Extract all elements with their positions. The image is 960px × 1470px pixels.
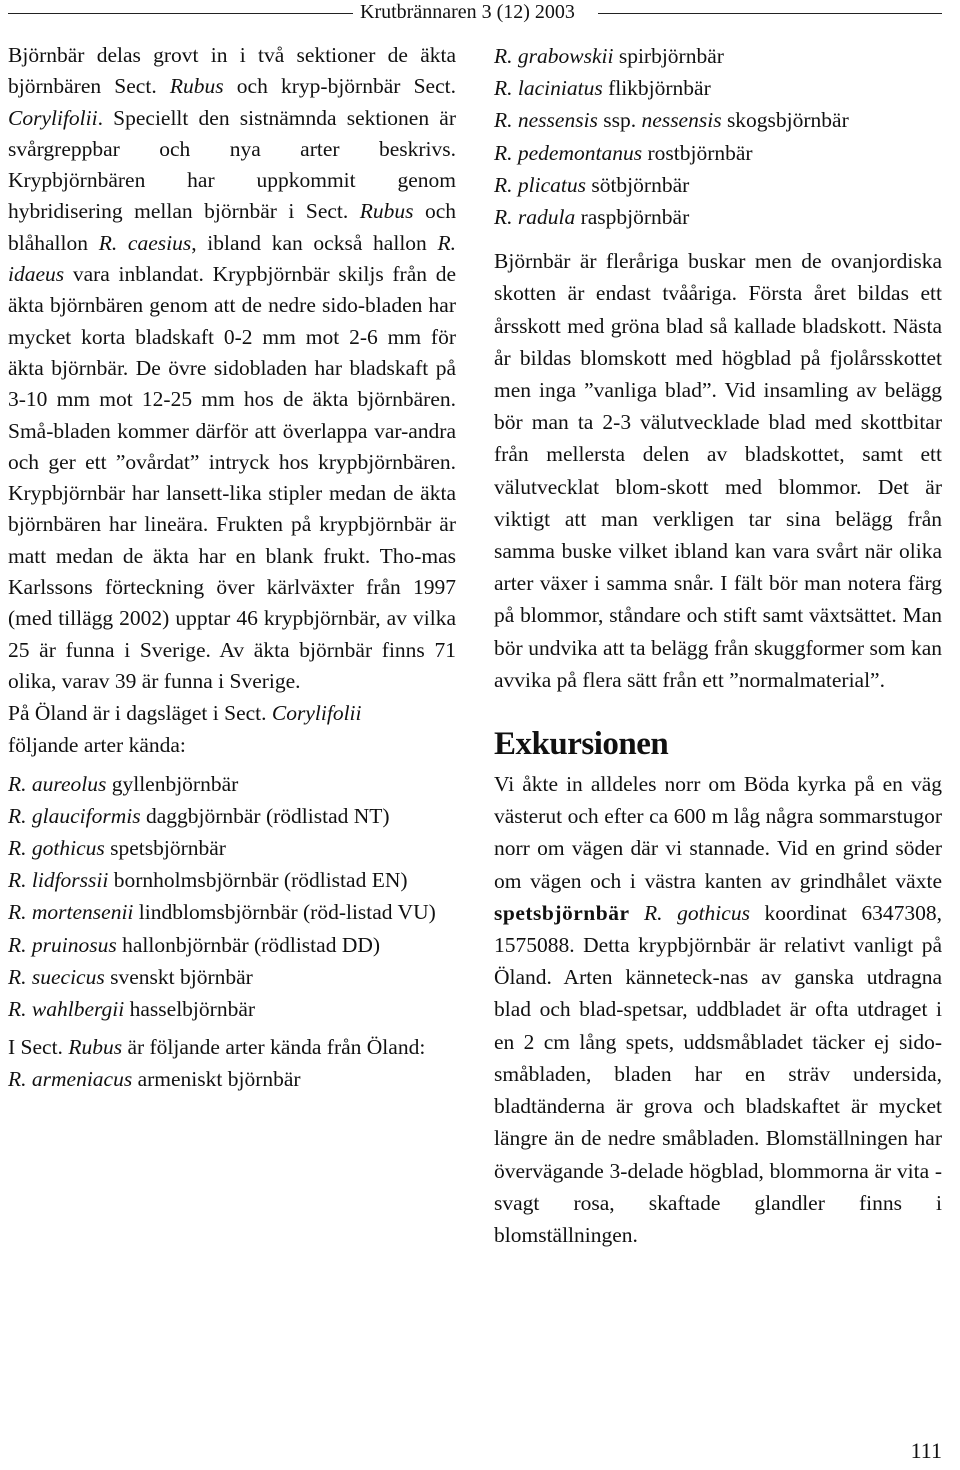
list-intro-text: I Sect. (8, 1035, 69, 1060)
intro-text: och blåhallon (8, 199, 457, 255)
intro-text: och kryp-björnbär Sect. (223, 74, 456, 99)
journal-title: Krutbrännaren 3 (12) 2003 (360, 1, 575, 23)
species-item (8, 929, 456, 961)
excursion-text: Vi åkte in alldeles norr om Böda kyrka på en väg västerut och efter ca 600 m låg några sommarstugor norr om vägen där vi stannade. Vid en grind söder om vägen och i västra kanten av grindhålet växte (494, 772, 942, 893)
rubus-intro (8, 1031, 456, 1063)
species-latin: R. aureolus (8, 771, 107, 796)
genus-name: Rubus (68, 1035, 123, 1060)
species-subspecies-marker: ssp. (597, 108, 642, 133)
species-item (8, 768, 456, 800)
species-latin: nessensis (641, 108, 722, 133)
corylifolii-species-list (8, 768, 456, 1026)
species-item (8, 961, 456, 993)
species-common: gyllenbjörnbär (106, 771, 239, 796)
species-item (494, 201, 942, 233)
species-name: R. idaeus (8, 230, 456, 287)
species-latin: R. nessensis (494, 108, 598, 133)
intro-text: , ibland kan också hallon (191, 230, 438, 255)
species-common-bold: spetsbjörnbär (494, 900, 630, 925)
species-item (494, 169, 942, 201)
species-latin: R. glauciformis (8, 803, 141, 828)
species-common: rostbjörnbär (642, 140, 753, 165)
species-latin: R. gothicus (644, 900, 750, 925)
species-item (8, 1063, 456, 1095)
species-item (8, 832, 456, 864)
header-rule-right (598, 13, 942, 14)
header-rule-left (8, 13, 353, 14)
species-item (494, 40, 942, 72)
right-column (494, 40, 942, 1251)
intro-text: Björnbär delas grovt in i två sektioner de äkta björnbären Sect. (8, 43, 456, 99)
species-latin: R. mortensenii (8, 900, 134, 925)
species-item (8, 864, 456, 896)
species-latin: R. laciniatus (494, 76, 603, 101)
species-latin: R. lidforssii (8, 868, 109, 893)
species-common: spirbjörnbär (613, 44, 724, 68)
page-number: 111 (910, 1438, 942, 1463)
species-item (8, 993, 456, 1025)
corylifolii-intro (8, 697, 456, 761)
excursion-text: koordinat 6347308, 1575088. Detta krypbjörnbär är relativt vanligt på Öland. Arten känneteck-nas av ganska utdragna blad och blad-spetsar, uddbladet är ofta utdraget i en 2 cm lång spets, uddsmåbladet täcker ej sido-småbladen, bladen har en sträv undersida, bladtänderna är grova och bladskaftet är mycket längre än de nedre småbladen. Blomställningen har övervägande 3-delade högblad, blommorna är vita - svagt rosa, skaftade glandler finns i blomställningen. (494, 900, 943, 1247)
rubus-species-list-start (8, 1063, 456, 1095)
species-item (494, 72, 942, 104)
species-common: flikbjörnbär (602, 76, 711, 101)
species-common: sötbjörnbär (585, 172, 690, 197)
list-intro-text: På Öland är i dagsläget i Sect. (8, 701, 272, 726)
species-item (494, 137, 942, 169)
left-column (8, 40, 456, 1096)
species-common: lindblomsbjörnbär (röd-listad VU) (133, 900, 436, 925)
species-common: skogsbjörnbär (721, 108, 849, 133)
list-intro-text: är följande arter kända från Öland: (122, 1035, 426, 1060)
species-latin: R. wahlbergii (8, 997, 125, 1022)
species-common: armeniskt björnbär (132, 1067, 301, 1092)
section-heading: Exkursionen (494, 726, 669, 763)
species-common: spetsbjörnbär (104, 836, 226, 861)
genus-name: Rubus (359, 199, 414, 224)
species-common: raspbjörnbär (575, 205, 690, 230)
species-latin: R. suecicus (8, 964, 105, 989)
intro-paragraph (8, 40, 456, 697)
excursion-text (630, 901, 645, 925)
species-item (8, 896, 456, 928)
genus-name: Corylifolii (8, 105, 98, 130)
species-common: daggbjörnbär (rödlistad NT) (140, 803, 390, 828)
species-item (8, 800, 456, 832)
intro-text: vara inblandat. Krypbjörnbär skiljs från de äkta björnbären genom att de nedre sido-bladen har mycket korta bladskaft 0-2 mm mot 2-6 mm för äkta björnbär. De övre sidobladen har bladskaft på 3-10 mm mot 12-25 mm hos de äkta björnbären. Små-bladen kommer därför att överlappa var-andra och ger ett ”ovårdat” intryck hos krypbjörnbären. Krypbjörnbär har lansett-lika stipler medan de äkta björnbären har lineära. Frukten på krypbjörnbär är matt medan de äkta har en blank frukt. Tho-mas Karlssons förteckning över kärlväxter från 1997 (med tillägg 2002) upptar 46 krypbjörnbär, av vilka 25 är funna i Sverige. Av äkta björnbär finns 71 olika, varav 39 är funna i Sverige. (8, 262, 456, 693)
genus-name: Corylifolii (271, 701, 362, 726)
species-latin: R. plicatus (494, 172, 586, 197)
species-latin: R. pedemontanus (494, 140, 643, 165)
biology-paragraph: Björnbär är fleråriga buskar men de ovanjordiska skotten är endast tvååriga. Första året bildas ett årsskott med gröna blad så kallade bladskott. Nästa år bildas blomskott med högblad på fjolårsskottet men inga ”vanliga blad”. Vid insamling av belägg bör man ta 2-3 välutvecklade blad med skottbitar från mellersta delen av bladskottet, samt ett välutvecklat blom-skott med blommor. Det är viktigt att man verkligen tar sina belägg från samma buske vilket ibland kan vara svårt när olika arter växer i samma snår. I fält bör man notera färg på blommor, ståndare och stift samt växtsättet. Man bör undvika att ta belägg från skuggformer som kan avvika på flera sätt från ett ”normalmaterial”. (494, 249, 942, 692)
species-latin: R. armeniacus (8, 1067, 133, 1092)
species-common: hasselbjörnbär (124, 997, 256, 1022)
genus-name: Rubus (169, 74, 224, 99)
rubus-species-list (494, 40, 942, 233)
species-latin: R. grabowskii (494, 44, 614, 68)
species-item (494, 104, 942, 136)
species-latin: R. radula (494, 205, 576, 230)
intro-text: . Speciellt den sistnämnda sektionen är svårgreppbar och nya arter beskrivs. Krypbjörnbären har uppkommit genom hybridisering mellan björnbär i Sect. (8, 105, 456, 224)
species-common: svenskt björnbär (104, 964, 253, 989)
species-common: hallonbjörnbär (rödlistad DD) (116, 932, 381, 957)
species-latin: R. gothicus (8, 836, 105, 861)
species-common: bornholmsbjörnbär (rödlistad EN) (108, 868, 408, 893)
running-header (0, 0, 960, 30)
species-latin: R. pruinosus (8, 932, 117, 957)
excursion-paragraph (494, 768, 942, 1251)
list-intro-text: följande arter kända: (8, 733, 186, 758)
species-name: R. caesius (98, 230, 192, 255)
